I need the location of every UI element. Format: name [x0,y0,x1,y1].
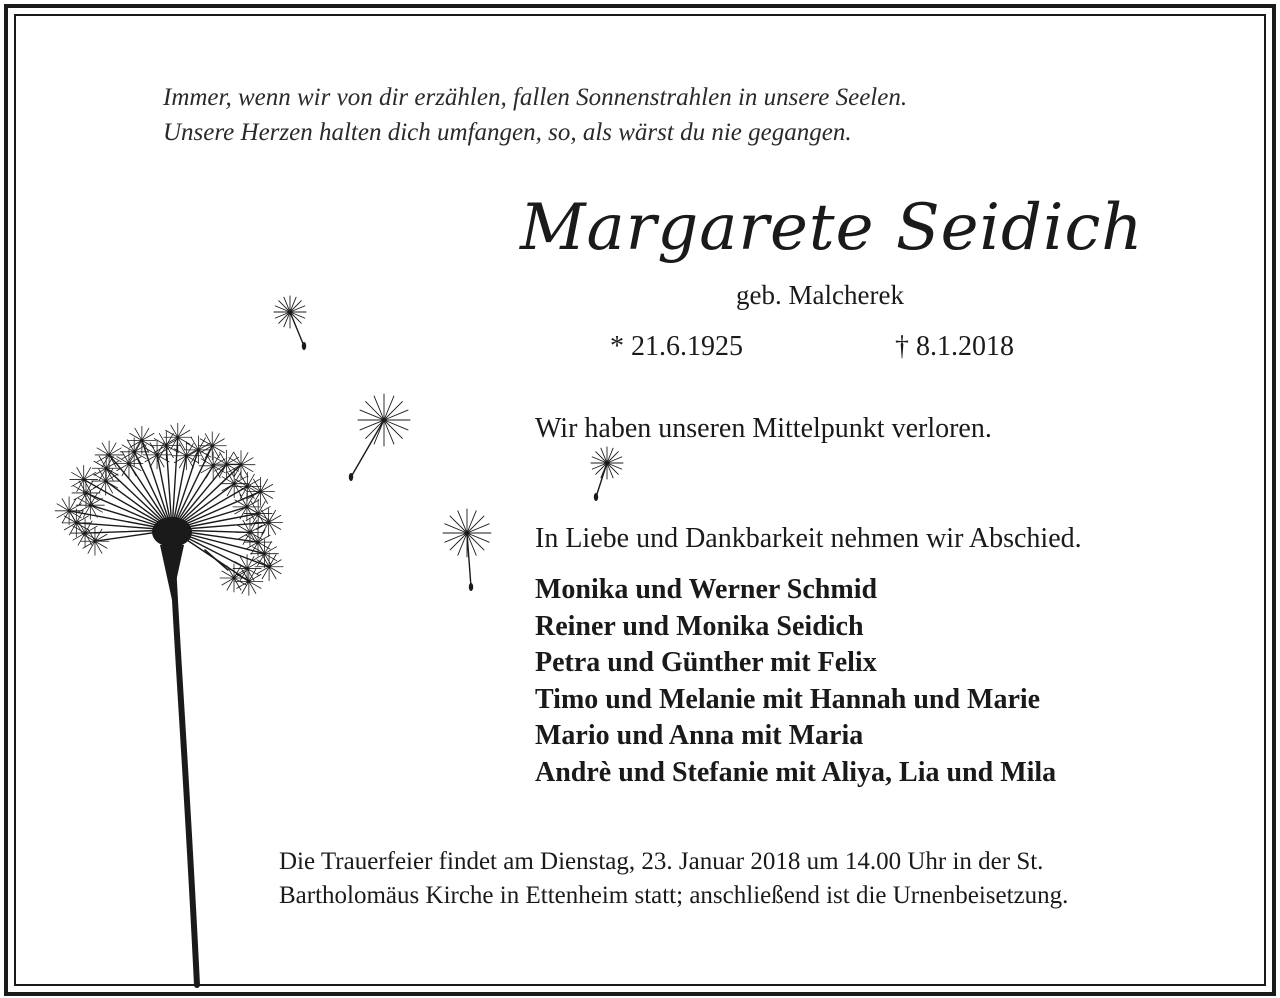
service-line: Bartholomäus Kirche in Ettenheim statt; anschließend ist die Urnenbeisetzung. [279,882,1069,909]
service-line: Die Trauerfeier findet am Dienstag, 23. Januar 2018 um 14.00 Uhr in der St. [279,848,1044,875]
farewell-text: In Liebe und Dankbarkeit nehmen wir Abschied. [535,523,1082,554]
mourner-entry: Petra und Günther mit Felix [535,647,877,678]
dandelion-stem [152,517,197,985]
mourner-entry: Monika und Werner Schmid [535,574,878,605]
maiden-name: geb. Malcherek [736,280,904,310]
mourner-entry: Andrè und Stefanie mit Aliya, Lia und Mila [535,756,1057,788]
statement-text: Wir haben unseren Mittelpunkt verloren. [535,413,992,444]
birth-date: * 21.6.1925 [610,331,743,362]
deceased-name: Margarete Seidich [520,191,1144,265]
mourner-entry: Timo und Melanie mit Hannah und Marie [535,683,1041,715]
motto-line: Immer, wenn wir von dir erzählen, fallen Sonnenstrahlen in unsere Seelen. [163,84,908,111]
mourners-list [535,572,1056,791]
mourner-entry: Reiner und Monika Seidich [535,610,864,642]
service-details [279,845,1239,913]
motto-line: Unsere Herzen halten dich umfangen, so, als wärst du nie gegangen. [163,119,852,146]
mourner-entry: Mario und Anna mit Maria [535,720,864,751]
death-date: † 8.1.2018 [895,331,1014,362]
